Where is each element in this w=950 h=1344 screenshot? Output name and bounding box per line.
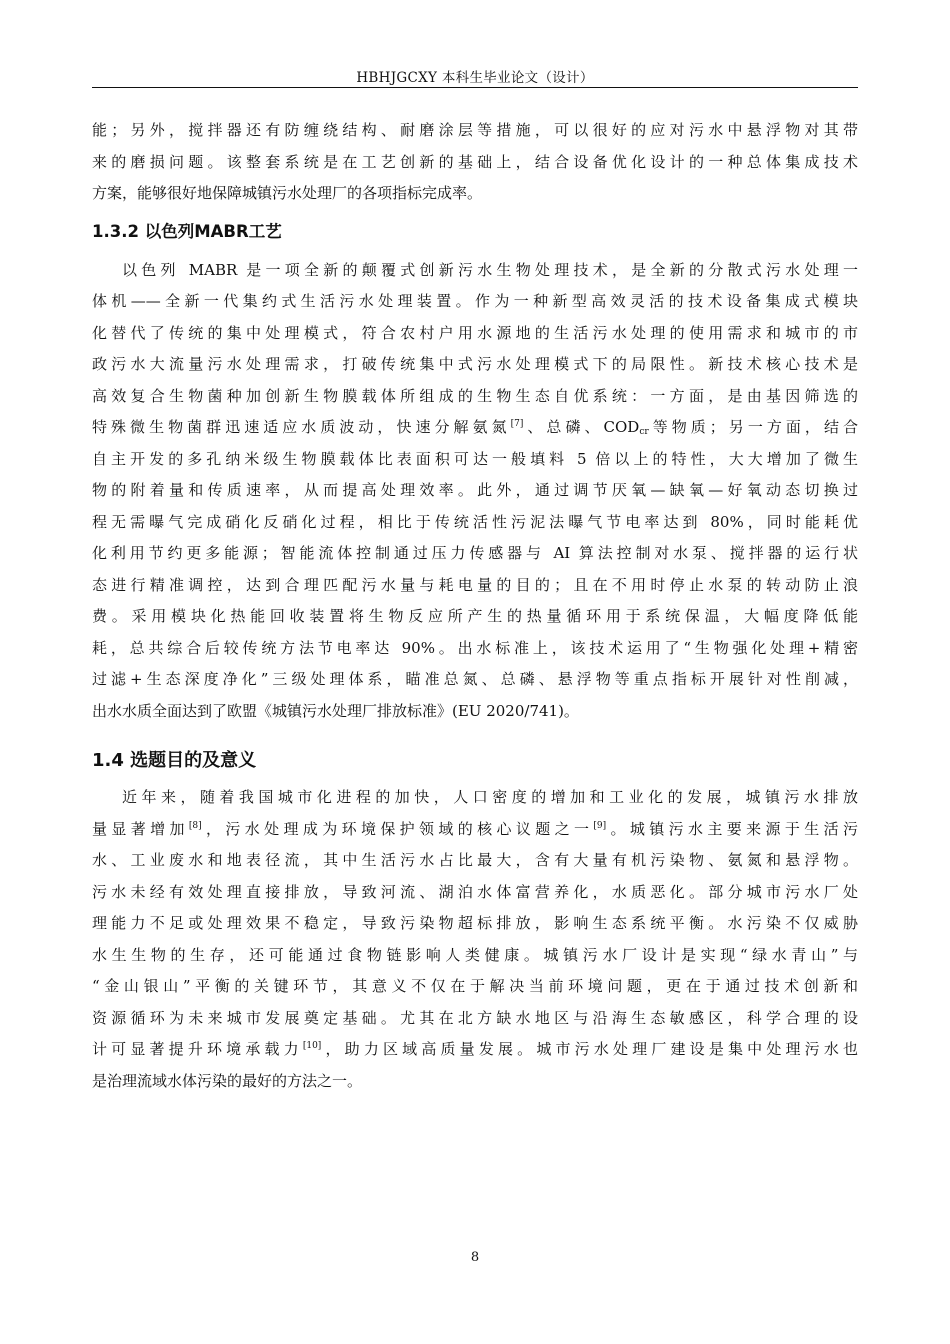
citation: [10] (302, 1041, 322, 1051)
text-line: 化替代了传统的集中处理模式，符合农村户用水源地的生活污水处理的使用需求和城市的市 (92, 323, 858, 342)
mabr-paragraph (92, 255, 858, 728)
text-line: 以色列 MABR 是一项全新的颠覆式创新污水生物处理技术，是全新的分散式污水处理一 (122, 260, 858, 279)
text-run: 计可显著提升环境承载力 (92, 1040, 303, 1058)
section-heading-1-4: 1.4 选题目的及意义 (92, 750, 257, 771)
intro-paragraph (92, 115, 858, 210)
text-line: 出水水质全面达到了欧盟《城镇污水处理厂排放标准》(EU 2020/741)。 (92, 701, 579, 720)
citation: [8] (188, 820, 202, 831)
text-line: 化利用节约更多能源；智能流体控制通过压力传感器与 AI 算法控制对水泵、搅拌器的运行状 (92, 544, 858, 562)
text-run: ，助力区域高质量发展。城市污水处理厂建设是集中处理污水也 (321, 1040, 858, 1058)
text-run: ，污水处理成为环境保护领域的核心议题之一 (201, 819, 594, 838)
text-line: 来的磨损问题。该整套系统是在工艺创新的基础上，结合设备优化设计的一种总体集成技术 (92, 152, 858, 171)
text-line (92, 1034, 858, 1066)
text-line: 污水未经有效处理直接排放，导致河流、湖泊水体富营养化，水质恶化。部分城市污水厂处 (92, 882, 858, 901)
text-line: 体机——全新一代集约式生活污水处理装置。作为一种新型高效灵活的技术设备集成式模块 (92, 292, 858, 310)
text-line: 费。采用模块化热能回收装置将生物反应所产生的热量循环用于系统保温，大幅度降低能 (92, 607, 858, 625)
page-number: 8 (470, 1250, 480, 1265)
running-header: HBHJGCXY 本科生毕业论文（设计） (356, 70, 594, 86)
header-rule (92, 87, 858, 88)
text-line: 近年来，随着我国城市化进程的加快，人口密度的增加和工业化的发展，城镇污水排放 (122, 788, 858, 806)
text-line: 方案，能够很好地保障城镇污水处理厂的各项指标完成率。 (92, 184, 483, 202)
text-line: 政污水大流量污水处理需求，打破传统集中式污水处理模式下的局限性。新技术核心技术是 (92, 355, 858, 373)
text-line: 资源循环为未来城市发展奠定基础。尤其在北方缺水地区与沿海生态敏感区，科学合理的设 (92, 1008, 858, 1027)
text-run: 特殊微生物菌群迅速适应水质波动，快速分解氨氮 (92, 418, 511, 436)
subscript: cr (639, 427, 649, 437)
text-run: 量显著增加 (92, 819, 189, 838)
text-line: 高效复合生物菌种加创新生物膜载体所组成的生物生态自优系统：一方面，是由基因筛选的 (92, 386, 858, 405)
text-line: 水、工业废水和地表径流，其中生活污水占比最大，含有大量有机污染物、氨氮和悬浮物。 (92, 851, 858, 869)
text-line: “金山银山”平衡的关键环节，其意义不仅在于解决当前环境问题，更在于通过技术创新和 (92, 977, 858, 995)
text-line: 程无需曝气完成硝化反硝化过程，相比于传统活性污泥法曝气节电率达到 80%，同时能耗优 (92, 512, 858, 531)
text-line: 物的附着量和传质速率，从而提高处理效率。此外，通过调节厌氧—缺氧—好氧动态切换过 (92, 481, 858, 499)
text-line: 自主开发的多孔纳米级生物膜载体比表面积可达一般填料 5 倍以上的特性，大大增加了微生 (92, 449, 858, 468)
citation: [7] (510, 419, 524, 429)
text-run: 等物质；另一方面，结合 (648, 418, 858, 436)
citation: [9] (593, 820, 607, 831)
text-line: 理能力不足或处理效果不稳定，导致污染物超标排放，影响生态系统平衡。水污染不仅威胁 (92, 914, 858, 932)
section-heading-1-3-2: 1.3.2 以色列MABR工艺 (92, 221, 282, 241)
text-line: 能；另外，搅拌器还有防缠绕结构、耐磨涂层等措施，可以很好的应对污水中悬浮物对其带 (92, 121, 858, 139)
text-line: 是治理流域水体污染的最好的方法之一。 (92, 1071, 363, 1090)
text-line (92, 412, 858, 444)
text-line (92, 814, 858, 846)
text-run: 、总磷、COD (523, 418, 640, 436)
text-line: 耗，总共综合后较传统方法节电率达 90%。出水标准上，该技术运用了“生物强化处理+精密 (92, 638, 858, 657)
text-line: 过滤+生态深度净化”三级处理体系，瞄准总氮、总磷、悬浮物等重点指标开展针对性削减， (92, 670, 858, 688)
text-run: 。城镇污水主要来源于生活污 (606, 819, 858, 838)
text-line: 水生生物的生存，还可能通过食物链影响人类健康。城镇污水厂设计是实现“绿水青山”与 (92, 945, 858, 964)
page-body (92, 115, 858, 1097)
text-line: 态进行精准调控，达到合理匹配污水量与耗电量的目的；且在不用时停止水泵的转动防止浪 (92, 575, 858, 594)
purpose-paragraph (92, 782, 858, 1097)
